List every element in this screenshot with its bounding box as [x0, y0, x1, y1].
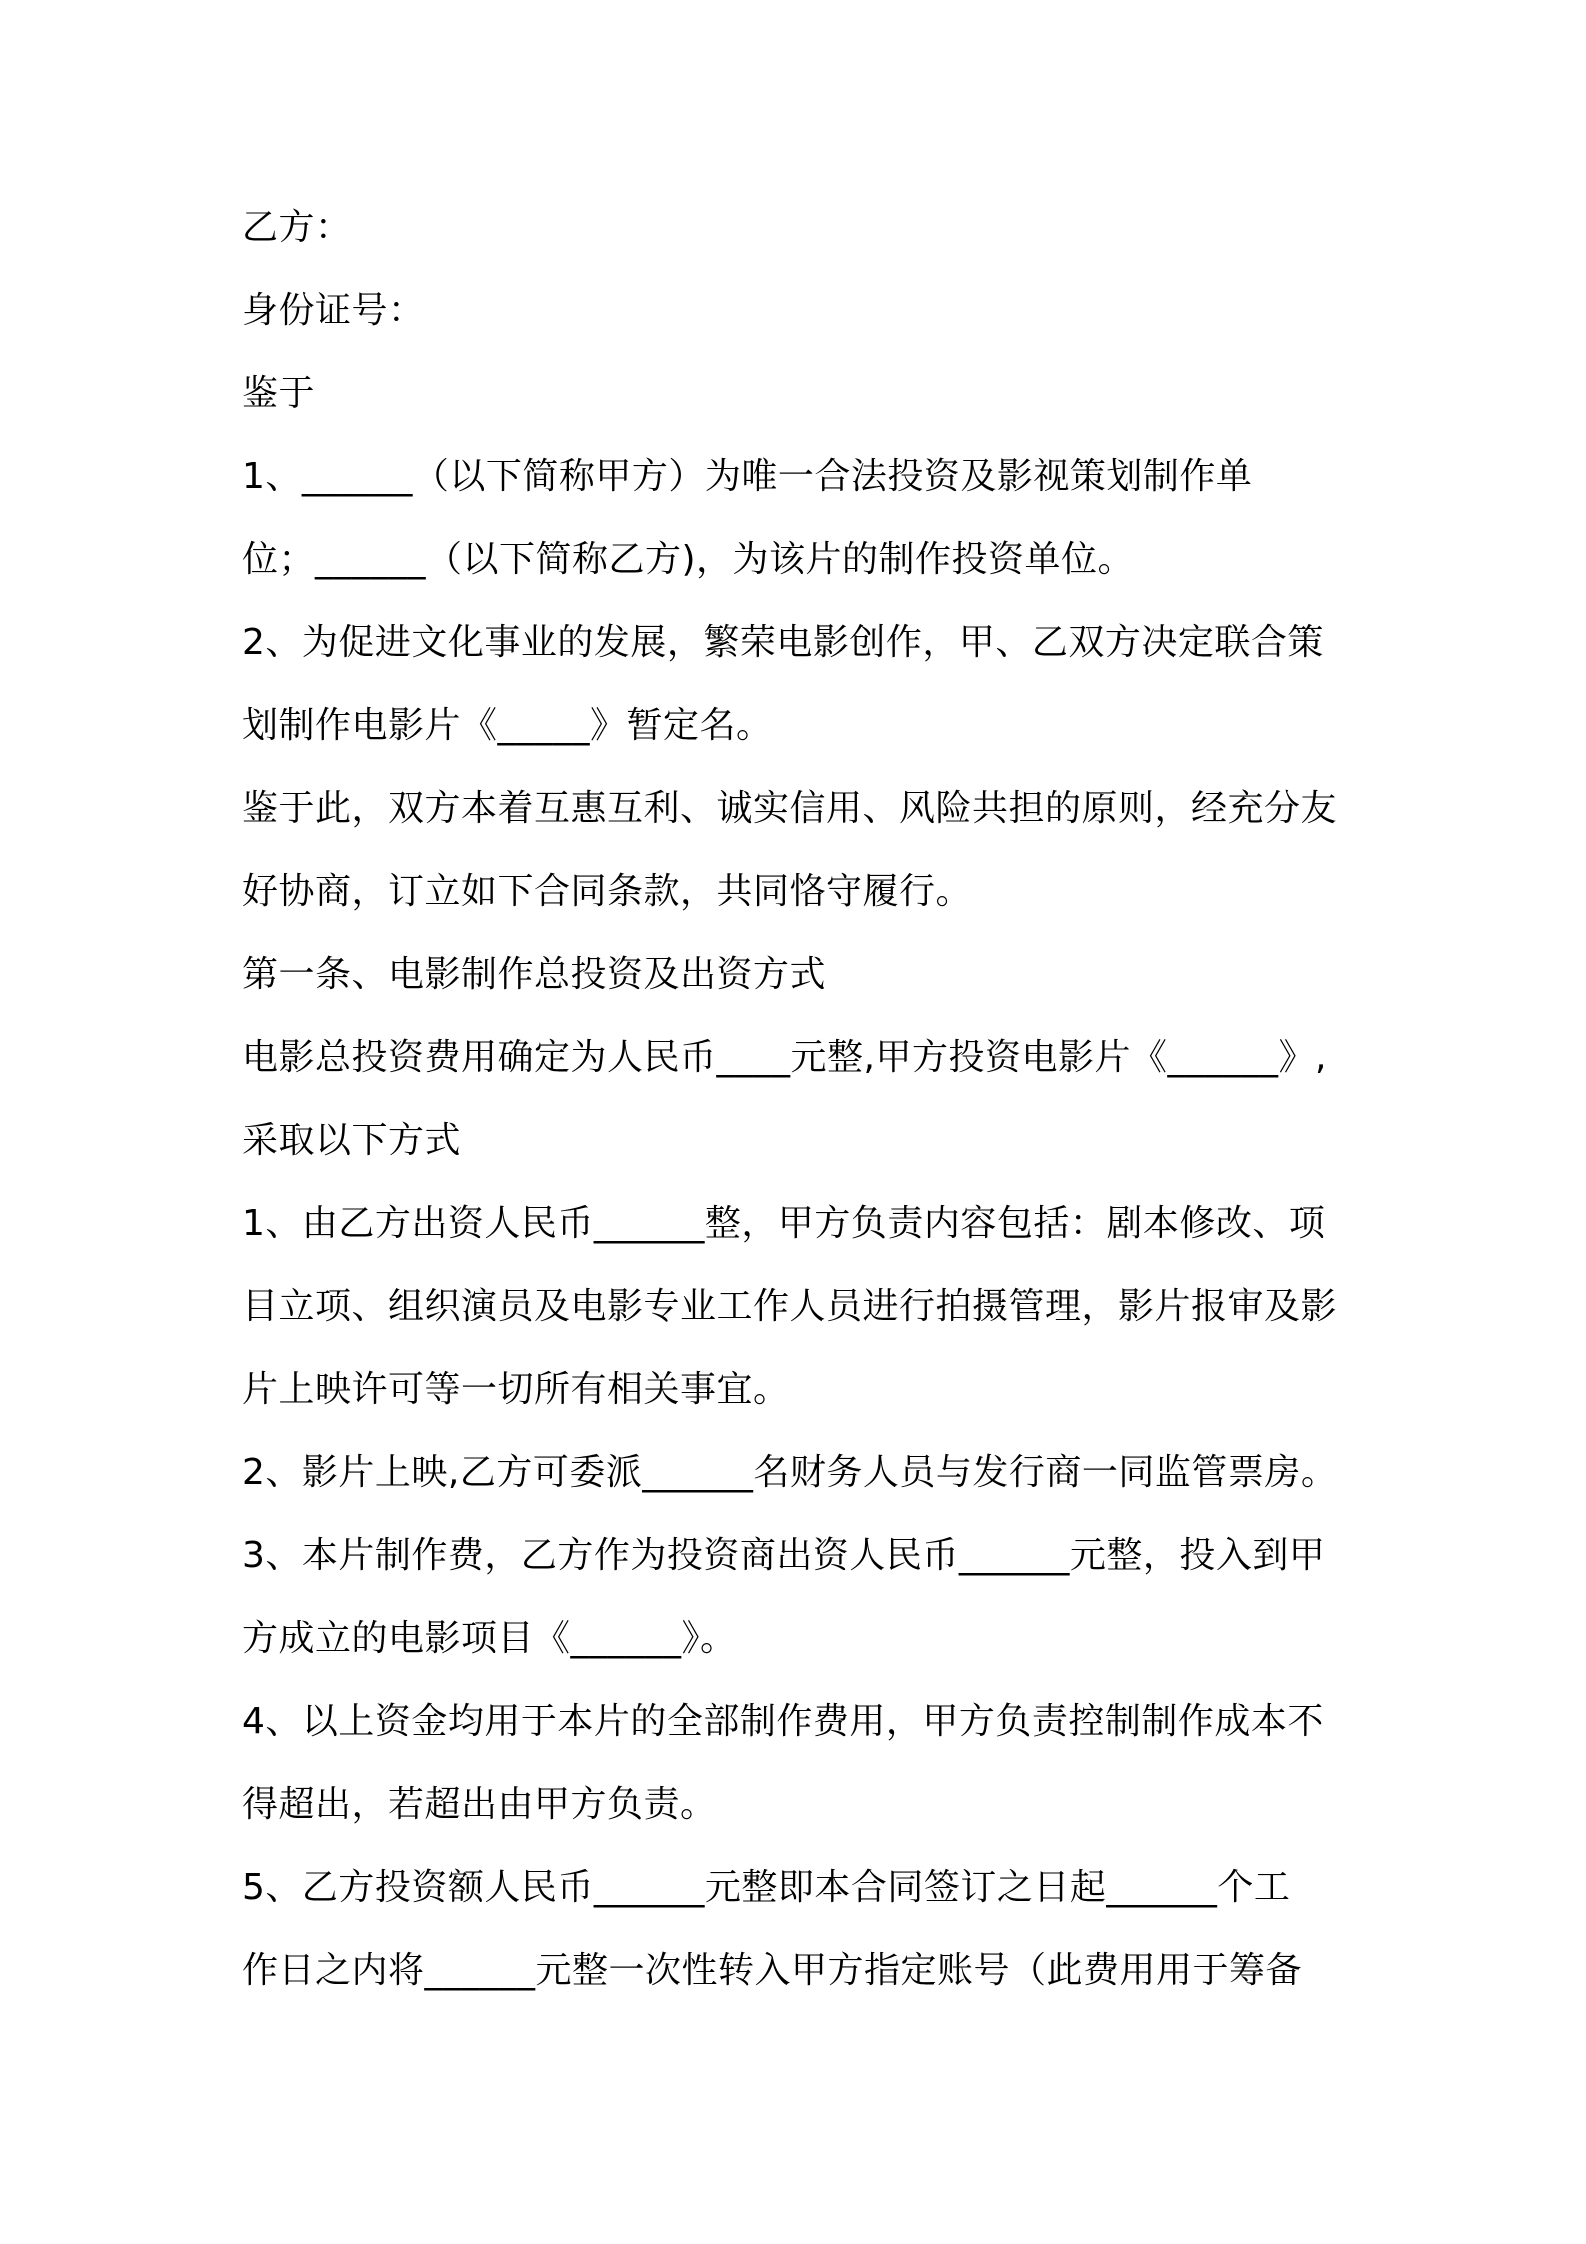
whereas-heading: 鉴于 [242, 373, 316, 414]
party-b-label: 乙方： [242, 207, 352, 248]
clause-text-line: 得超出，若超出由甲方负责。 [242, 1784, 717, 1825]
id-number-label: 身份证号： [242, 290, 425, 331]
clause-text-line: 1、由乙方出资人民币______整，甲方负责内容包括：剧本修改、项 [242, 1203, 1326, 1244]
clause-text-line: 好协商，订立如下合同条款，共同恪守履行。 [242, 871, 973, 912]
clause-text-line: 1、______（以下简称甲方）为唯一合法投资及影视策划制作单 [242, 456, 1253, 497]
clause-text-line: 采取以下方式 [242, 1120, 462, 1161]
clause-text-line: 鉴于此，双方本着互惠互利、诚实信用、风险共担的原则，经充分友 [242, 788, 1338, 829]
article-one-heading: 第一条、电影制作总投资及出资方式 [242, 954, 827, 995]
clause-text-line: 划制作电影片《_____》暂定名。 [242, 705, 773, 746]
clause-text-line: 2、为促进文化事业的发展，繁荣电影创作，甲、乙双方决定联合策 [242, 622, 1324, 663]
clause-text-line: 3、本片制作费，乙方作为投资商出资人民币______元整，投入到甲 [242, 1535, 1326, 1576]
clause-text-line: 5、乙方投资额人民币______元整即本合同签订之日起______个工 [242, 1867, 1291, 1908]
clause-text-line: 目立项、组织演员及电影专业工作人员进行拍摄管理，影片报审及影 [242, 1286, 1338, 1327]
clause-text-line: 4、以上资金均用于本片的全部制作费用，甲方负责控制制作成本不 [242, 1701, 1324, 1742]
clause-text-line: 位；______（以下简称乙方)，为该片的制作投资单位。 [242, 539, 1135, 580]
clause-text-line: 方成立的电影项目《______》。 [242, 1618, 737, 1659]
clause-text-line: 电影总投资费用确定为人民币____元整,甲方投资电影片《______》, [242, 1037, 1327, 1078]
clause-text-line: 作日之内将______元整一次性转入甲方指定账号（此费用用于筹备 [242, 1950, 1303, 1991]
clause-text-line: 2、影片上映,乙方可委派______名财务人员与发行商一同监管票房。 [242, 1452, 1338, 1493]
clause-text-line: 片上映许可等一切所有相关事宜。 [242, 1369, 790, 1410]
